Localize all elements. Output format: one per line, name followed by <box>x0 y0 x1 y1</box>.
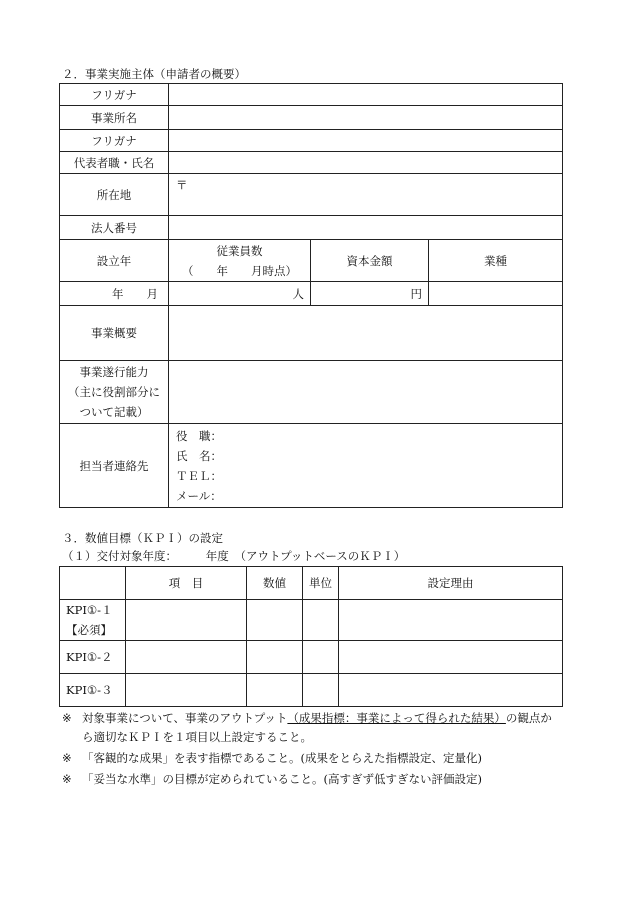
kpi-row-3-label: KPI①-３ <box>60 674 126 707</box>
kpi-row-2-unit[interactable] <box>303 641 339 674</box>
note-1 <box>62 709 562 749</box>
kpi-header-blank <box>60 567 126 600</box>
employees-header <box>169 240 311 282</box>
capability-field[interactable] <box>169 361 563 424</box>
furigana-label: フリガナ <box>60 84 169 106</box>
note-1-line-2: ら適切なＫＰＩを１項目以上設定すること。 <box>82 730 312 744</box>
address-label: 所在地 <box>60 174 169 216</box>
kpi-header-reason: 設定理由 <box>339 567 563 600</box>
industry-label: 業種 <box>429 240 563 282</box>
contact-field[interactable] <box>169 424 563 508</box>
contact-label: 担当者連絡先 <box>60 424 169 508</box>
kpi-header-unit: 単位 <box>303 567 339 600</box>
contact-mail: メール： <box>176 488 222 503</box>
contact-name: 氏 名： <box>176 448 222 463</box>
note-3-text: 「妥当な水準」の目標が定められていること。(高すぎず低すぎない評価設定) <box>82 772 482 786</box>
note-1-underlined: （成果指標：事業によって得られた結果） <box>287 711 506 725</box>
applicant-table <box>59 83 563 508</box>
postal-mark: 〒 <box>176 178 188 192</box>
kpi-row-1 <box>60 600 563 641</box>
kpi-row-1-required: 【必須】 <box>66 623 112 637</box>
rep-name-label: 代表者職・氏名 <box>60 152 169 174</box>
capability-line-2: （主に役割部分に <box>68 385 160 399</box>
kpi-row-2-reason[interactable] <box>339 641 563 674</box>
address-field[interactable] <box>169 174 563 216</box>
kpi-table <box>59 566 563 707</box>
kpi-row-label <box>60 600 126 641</box>
kpi-row-3 <box>60 674 563 707</box>
note-mark-1: ※ <box>62 711 72 725</box>
corp-number-label: 法人番号 <box>60 216 169 240</box>
rep-name-field[interactable] <box>169 152 563 174</box>
kpi-row-1-label: KPI①-１ <box>66 603 113 617</box>
employees-asof: （ 年 月時点） <box>182 263 297 278</box>
employees-value[interactable]: 人 <box>169 282 311 306</box>
section2-title: ２．事業実施主体（申請者の概要） <box>62 67 246 81</box>
note-1-pre: 対象事業について、事業のアウトプット <box>82 711 288 725</box>
kpi-row-2-value[interactable] <box>247 641 303 674</box>
kpi-row-3-value[interactable] <box>247 674 303 707</box>
kpi-row-1-reason[interactable] <box>339 600 563 641</box>
capital-value[interactable]: 円 <box>311 282 429 306</box>
furigana-rep-label: フリガナ <box>60 130 169 152</box>
kpi-row-1-unit[interactable] <box>303 600 339 641</box>
capability-label <box>60 361 169 424</box>
kpi-row-3-reason[interactable] <box>339 674 563 707</box>
corp-number-field[interactable] <box>169 216 563 240</box>
furigana-field[interactable] <box>169 84 563 106</box>
company-name-field[interactable] <box>169 106 563 130</box>
contact-role: 役 職： <box>176 428 222 443</box>
capability-line-1: 事業遂行能力 <box>79 365 149 379</box>
business-summary-field[interactable] <box>169 306 563 361</box>
capability-line-3: ついて記載） <box>79 405 149 419</box>
note-mark-3: ※ <box>62 772 72 786</box>
industry-value[interactable] <box>429 282 563 306</box>
note-2-text: 「客観的な成果」を表す指標であること。(成果をとらえた指標設定、定量化) <box>82 751 482 765</box>
employees-label: 従業員数 <box>216 243 263 258</box>
established-label: 設立年 <box>60 240 169 282</box>
note-3 <box>62 770 562 790</box>
note-2 <box>62 749 562 769</box>
note-mark-2: ※ <box>62 751 72 765</box>
kpi-row-3-item[interactable] <box>126 674 247 707</box>
contact-tel: ＴＥＬ： <box>176 468 222 483</box>
note-1-post: の観点か <box>505 711 552 725</box>
capital-label: 資本金額 <box>311 240 429 282</box>
company-name-label: 事業所名 <box>60 106 169 130</box>
kpi-row-2-item[interactable] <box>126 641 247 674</box>
kpi-row-3-unit[interactable] <box>303 674 339 707</box>
furigana-rep-field[interactable] <box>169 130 563 152</box>
kpi-header-value: 数値 <box>247 567 303 600</box>
kpi-row-1-item[interactable] <box>126 600 247 641</box>
section3-title: ３．数値目標（ＫＰＩ）の設定 <box>62 531 223 545</box>
kpi-row-2 <box>60 641 563 674</box>
kpi-row-2-label: KPI①-２ <box>60 641 126 674</box>
business-summary-label: 事業概要 <box>60 306 169 361</box>
section3-subtitle: （１）交付対象年度： 年度 （アウトプットベースのＫＰＩ） <box>62 549 406 563</box>
established-value[interactable]: 年 月 <box>60 282 169 306</box>
kpi-row-1-value[interactable] <box>247 600 303 641</box>
note-1-line-1 <box>82 709 582 728</box>
kpi-header-item: 項 目 <box>126 567 247 600</box>
